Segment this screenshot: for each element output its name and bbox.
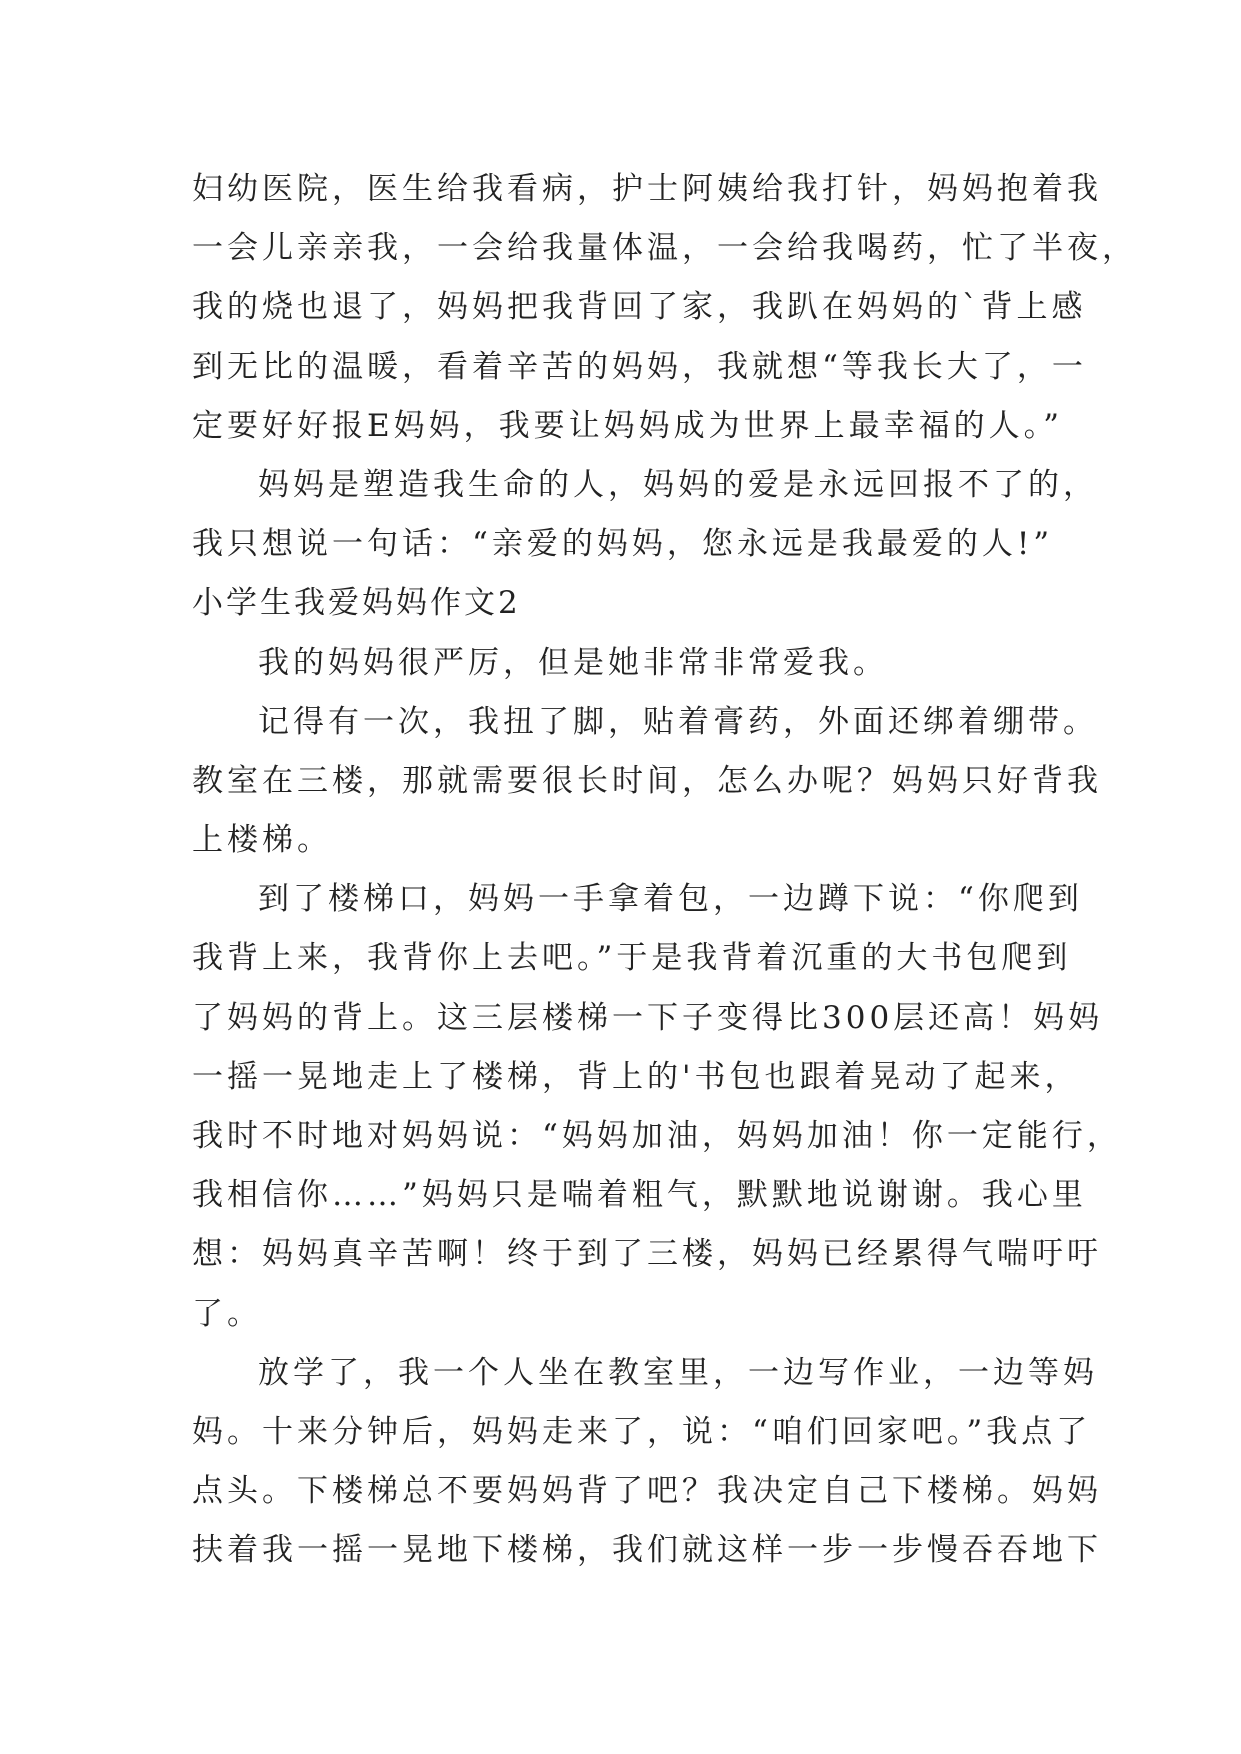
document-body: [192, 160, 1137, 1581]
text-line: 妈。十来分钟后，妈妈走来了，说：“咱们回家吧。”我点了: [192, 1413, 1092, 1450]
text-line: 一会儿亲亲我，一会给我量体温，一会给我喝药，忙了半夜，: [192, 230, 1137, 267]
text-line: 到无比的温暖，看着辛苦的妈妈，我就想“等我长大了，一: [192, 348, 1087, 385]
paragraph-start-line: 记得有一次，我扭了脚，贴着膏药，外面还绑着绷带。: [258, 703, 1098, 740]
paragraph-start-line: 到了楼梯口，妈妈一手拿着包，一边蹲下说：“你爬到: [258, 881, 1083, 918]
paragraph-start-line: 妈妈是塑造我生命的人，妈妈的爱是永远回报不了的，: [258, 466, 1098, 503]
text-line: 想：妈妈真辛苦啊！终于到了三楼，妈妈已经累得气喘吁吁: [192, 1236, 1102, 1273]
text-line: 我相信你……”妈妈只是喘着粗气，默默地说谢谢。我心里: [192, 1177, 1087, 1214]
text-line: 我只想说一句话：“亲爱的妈妈，您永远是我最爱的人!”: [192, 526, 1054, 563]
text-line: 妇幼医院，医生给我看病，护士阿姨给我打针，妈妈抱着我: [192, 171, 1102, 207]
text-line: 定要好好报E妈妈，我要让妈妈成为世界上最幸福的人。”: [192, 407, 1063, 444]
paragraph-start-line: 放学了，我一个人坐在教室里，一边写作业，一边等妈: [258, 1354, 1098, 1391]
text-line: 了。: [192, 1295, 262, 1332]
text-line: 上楼梯。: [192, 822, 332, 859]
text-line: 我的烧也退了，妈妈把我背回了家，我趴在妈妈的`背上感: [192, 289, 1087, 326]
text-line: 我时不时地对妈妈说：“妈妈加油，妈妈加油！你一定能行，: [192, 1118, 1122, 1154]
text-line: 点头。下楼梯总不要妈妈背了吧？我决定自己下楼梯。妈妈: [192, 1473, 1102, 1510]
text-line: 了妈妈的背上。这三层楼梯一下子变得比300层还高！妈妈: [192, 999, 1104, 1036]
section-heading: 小学生我爱妈妈作文2: [192, 585, 521, 622]
paragraph-start-line: 我的妈妈很严厉，但是她非常非常爱我。: [258, 644, 888, 681]
text-line: 扶着我一摇一晃地下楼梯，我们就这样一步一步慢吞吞地下: [192, 1532, 1102, 1569]
text-line: 教室在三楼，那就需要很长时间，怎么办呢？妈妈只好背我: [192, 762, 1102, 799]
text-line: 一摇一晃地走上了楼梯，背上的'书包也跟着晃动了起来，: [192, 1058, 1080, 1095]
text-line: 我背上来，我背你上去吧。”于是我背着沉重的大书包爬到: [192, 940, 1072, 977]
